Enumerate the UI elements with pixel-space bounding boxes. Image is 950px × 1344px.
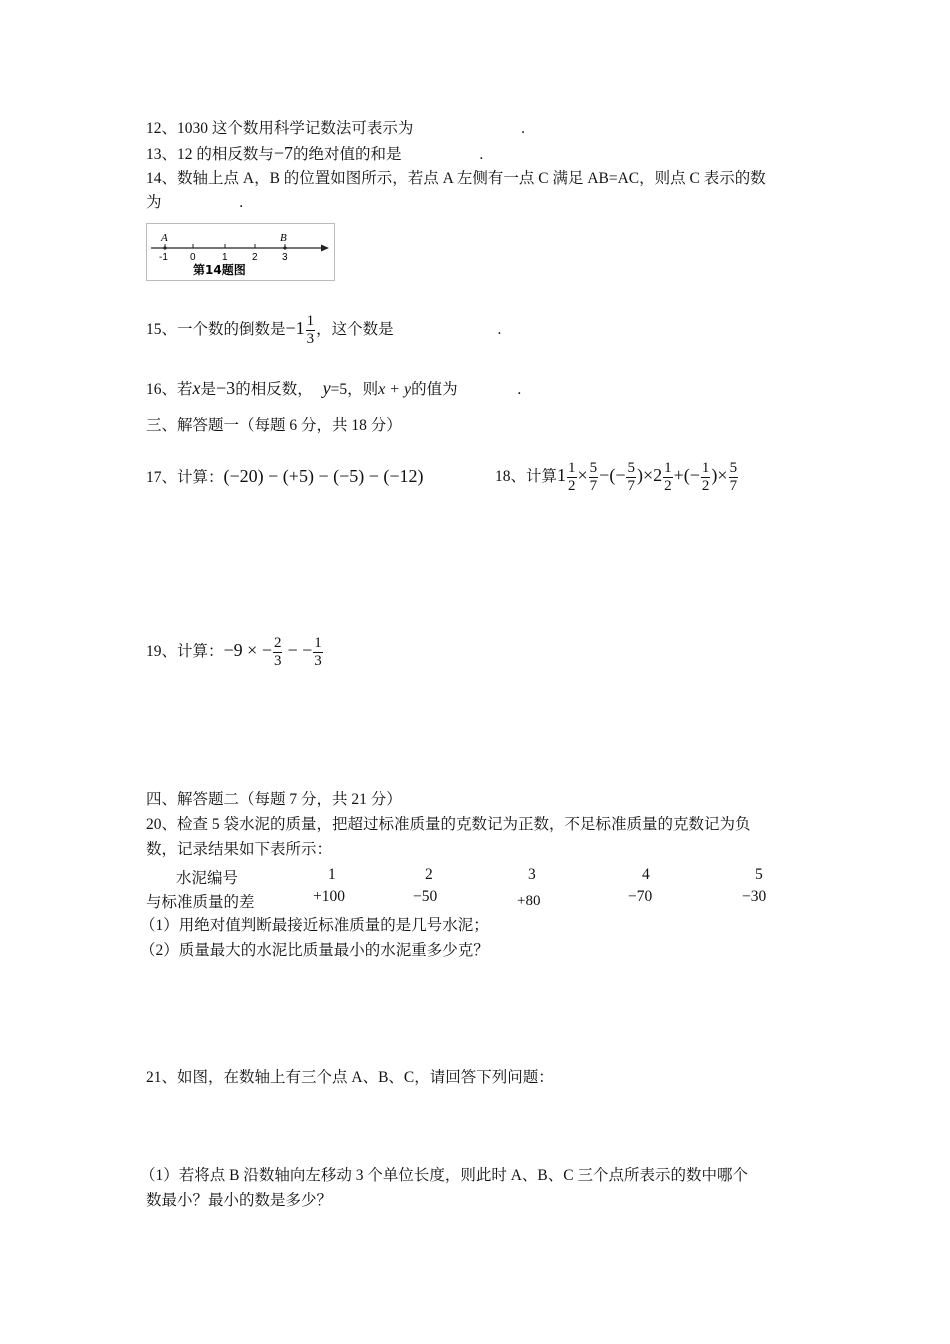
frac-den: 3 [314,652,322,669]
frac-num: 5 [627,459,635,476]
q18-frac-5 [701,460,711,495]
q14-number-line-figure [146,223,335,281]
question-20-line2: 数，记录结果如下表所示： [146,841,333,858]
frac-num: 1 [314,634,322,651]
number-line-svg [147,224,334,280]
q19-frac-1 [273,635,283,670]
tick-label: 1 [222,252,228,263]
label-a: A [161,232,168,244]
q13-math-neg7: −7 [273,143,294,163]
q18-op: × [577,465,588,485]
q12-text: 12、1030 这个数用科学记数法可表示为 [146,120,414,137]
q13-text-2: 的绝对值的和是 [293,146,402,163]
tick-label: 2 [252,252,258,263]
frac-den: 2 [568,477,576,494]
q15-fraction [306,313,316,348]
frac-num: 1 [664,459,672,476]
q16-text-5: 的值为 [411,381,458,398]
q14-period: . [239,194,244,211]
point-b [283,246,286,249]
q15-whole: −1 [285,318,305,338]
tick-label: 0 [190,252,196,263]
q16-text-2: 是 [200,381,217,398]
section-3-heading: 三、解答题一（每题 6 分，共 18 分） [146,417,402,434]
question-20-sub2: （2）质量最大的水泥比质量最小的水泥重多少克？ [140,942,489,959]
q13-period: . [479,146,484,163]
frac-num: 1 [701,459,710,476]
q18-op: )× [711,465,728,485]
q13-text: 13、12 的相反数与 [146,146,274,163]
question-14-line2 [146,193,243,213]
q16-text-3: 的相反数， [235,381,313,398]
section-4-heading: 四、解答题二（每题 7 分，共 21 分） [146,791,402,808]
table-row1-label: 水泥编号 [176,870,239,887]
table-diff: −30 [742,888,767,905]
frac-num: 1 [568,459,576,476]
q16-math-neg3: −3 [216,378,236,398]
tick-label: 3 [282,252,288,263]
q18-label: 18、计算 [495,468,558,485]
question-16 [146,378,521,400]
question-21-sub1: （1）若将点 B 沿数轴向左移动 3 个单位长度，则此时 A、B、C 三个点所表示的数中哪个 [140,1167,748,1184]
q15-period: . [497,321,502,338]
q18-op: +(− [673,465,700,485]
question-20-sub1: （1）用绝对值判断最接近标准质量的是几号水泥； [140,917,489,934]
q16-expr: x + y [378,381,412,398]
question-15 [146,310,501,348]
q15-text-2: ，这个数是 [316,321,394,338]
table-id: 2 [425,866,433,883]
question-18 [495,450,739,502]
frac-den: 7 [627,477,635,494]
frac-den: 7 [729,477,738,494]
q12-period: . [521,120,526,137]
q16-period: . [517,381,522,398]
question-19 [146,625,324,677]
q16-text: 16、若 [146,381,193,398]
question-21-line1: 21、如图，在数轴上有三个点 A、B、C，请回答下列问题： [146,1069,554,1086]
frac-num: 5 [729,459,738,476]
q18-op: )×2 [636,465,663,485]
question-20-line1: 20、检查 5 袋水泥的质量，把超过标准质量的克数记为正数，不足标准质量的克数记为负 [146,816,751,833]
q16-text-4: =5，则 [330,381,379,398]
point-a [163,246,166,249]
tick-label: -1 [159,252,168,263]
q18-frac-2 [589,460,599,495]
table-diff: +80 [517,893,541,909]
q19-label: 19、计算： [146,643,224,660]
table-diff: +100 [313,888,345,905]
frac-num: 2 [273,634,282,651]
question-13 [146,143,483,165]
label-b: B [280,232,287,244]
table-diff: −50 [413,888,438,905]
table-id: 3 [528,866,536,883]
frac-den: 2 [664,477,672,494]
q16-var-x: x [192,378,201,398]
q18-whole: 1 [557,465,567,485]
question-12 [146,119,525,139]
q15-num: 1 [306,312,315,329]
q15-den: 3 [306,330,315,347]
table-id: 4 [642,866,650,883]
q18-frac-4 [663,460,673,495]
frac-den: 2 [701,477,710,494]
q18-frac-3 [626,460,636,495]
frac-num: 5 [589,459,598,476]
frac-den: 3 [273,652,282,669]
question-14-line1: 14、数轴上点 A，B 的位置如图所示，若点 A 左侧有一点 C 满足 AB=AC，则点 C 表示的数 [146,170,766,187]
axis-arrow [321,245,329,252]
q14-text-2: 为 [146,194,162,211]
q17-expression: (−20) − (+5) − (−5) − (−12) [223,466,424,486]
q15-text: 15、一个数的倒数是 [146,321,286,338]
table-row2-label: 与标准质量的差 [146,894,255,911]
table-id: 5 [755,866,763,883]
q18-frac-6 [729,460,739,495]
question-17 [146,466,424,488]
table-diff: −70 [628,888,653,905]
q17-label: 17、计算： [146,469,224,486]
question-21-sub1-line2: 数最小？最小的数是多少？ [146,1192,333,1209]
q18-op: −(− [599,465,626,485]
q19-frac-2 [313,635,323,670]
q19-op: − − [287,640,313,660]
q19-op: −9 × − [223,640,272,660]
table-id: 1 [328,866,336,883]
q18-frac-1 [567,460,577,495]
q16-var-y: y [322,378,331,398]
figure-caption: 第14题图 [193,263,246,277]
frac-den: 7 [589,477,598,494]
